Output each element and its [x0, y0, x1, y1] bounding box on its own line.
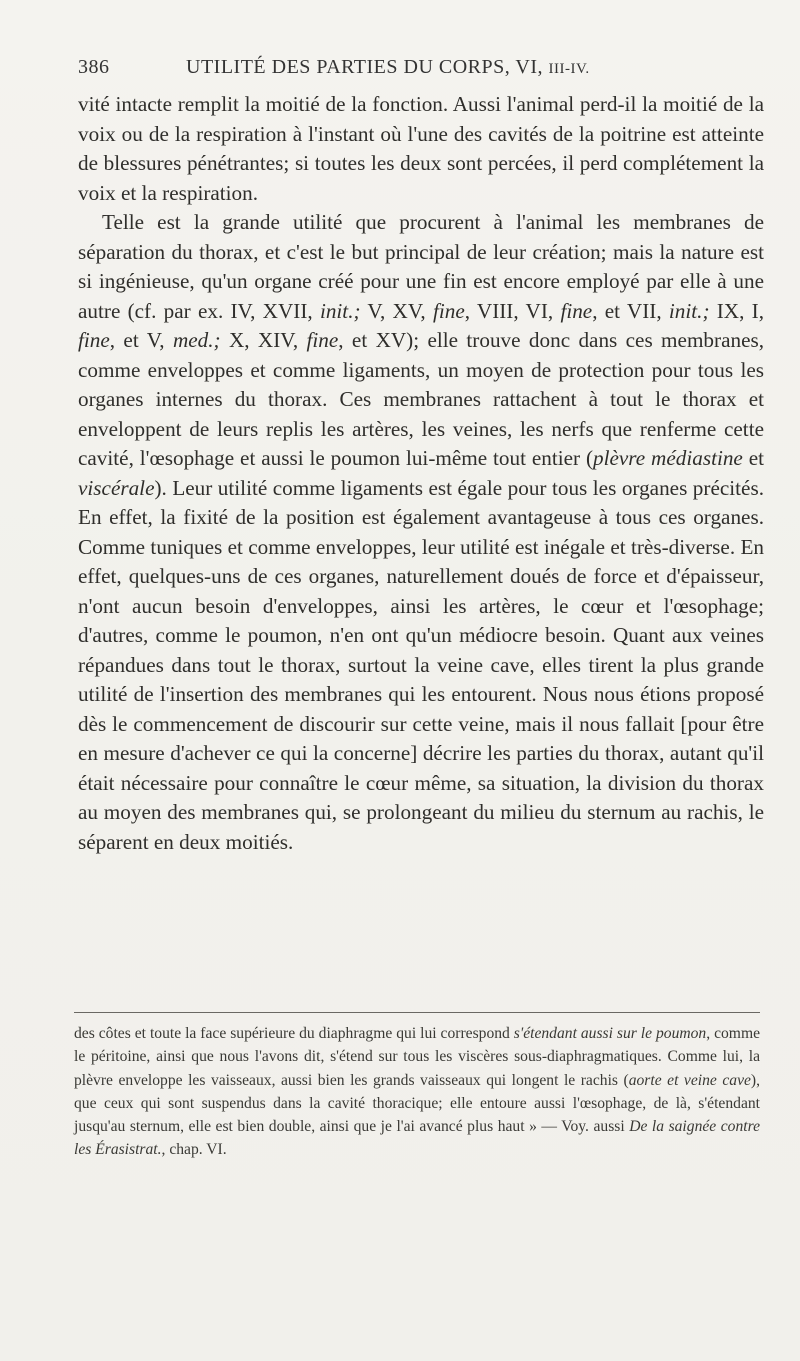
- paragraph-1: vité intacte remplit la moitié de la fonction. Aussi l'animal perd-il la moitié de la voix ou de la respiration à l'instant où l'une des cavités de la poitrine est atteinte de blessures pénétrantes; si toutes les deux sont percées, il perd complétement la voix et la respiration.: [78, 92, 764, 205]
- p2-italic-7: fine: [306, 328, 339, 352]
- running-title-main: UTILITÉ DES PARTIES DU CORPS, VI,: [186, 56, 549, 78]
- p2-italic-9: viscérale: [78, 475, 155, 500]
- p2-italic-5: fine: [78, 328, 110, 352]
- p2-text-f: , et V,: [109, 328, 173, 352]
- fn-text-a: des côtes et toute la face supérieure du diaphragme qui lui correspond: [74, 1025, 514, 1042]
- fn-text-c: ), que ceux qui sont suspendus dans la cavité thoracique; elle entoure aussi l'œsophage, de là, s'étendant jusqu'au sternum, elle est bien double, ainsi que je l'ai avancé plus haut » — Voy. aussi: [74, 1071, 761, 1136]
- page-header: [78, 56, 764, 82]
- running-title: [186, 56, 590, 79]
- page-number: 386: [78, 56, 110, 78]
- footnote-paragraph: [74, 1022, 760, 1162]
- p2-italic-3: fine: [560, 298, 593, 323]
- fn-italic-3: De la saignée contre les Érasistrat.: [74, 1118, 760, 1159]
- fn-italic-2: aorte et veine cave: [628, 1071, 751, 1089]
- p2-text-e: IX, I,: [709, 298, 765, 323]
- p2-text-d: , et VII,: [592, 298, 669, 323]
- p2-italic-4: init.;: [668, 298, 710, 323]
- p2-italic-6: med.;: [172, 328, 221, 352]
- footnote-divider: [74, 1012, 760, 1013]
- fn-text-b: , comme le péritoine, ainsi que nous l'avons dit, s'étend sur tous les viscères sous-diaphragmatiques. Comme lui, la plèvre enveloppe les vaisseaux, aussi bien les grands vaisseaux qui longent le rachis (: [74, 1025, 760, 1089]
- p2-text-h: , et XV); elle trouve donc dans ces membranes, comme enveloppes et comme ligaments, un moyen de protection pour tous les organes internes du thorax. Ces membranes rattachent à tout le thorax et enveloppent de leurs replis les artères, les veines, les nerfs que renferme cette cavité, l'œsophage et aussi le poumon lui-même tout entier (: [78, 328, 765, 470]
- p2-text-c: , VIII, VI,: [464, 298, 561, 323]
- fn-text-d: , chap. VI.: [161, 1141, 227, 1159]
- p2-italic-8: plèvre médiastine: [593, 446, 743, 470]
- p2-text-a: Telle est la grande utilité que procurent à l'animal les membranes de séparation du thorax, et c'est le but principal de leur création; mais la nature est si ingénieuse, qu'un organe créé pour une fin est encore employé par elle à une autre (cf. par ex. IV, XVII,: [78, 210, 764, 323]
- p2-text-i: et: [742, 446, 765, 470]
- p2-text-g: X, XIV,: [220, 328, 307, 352]
- footnote: [74, 1022, 760, 1162]
- running-title-small: III-IV.: [548, 61, 590, 77]
- paragraph-2: [78, 208, 764, 857]
- fn-italic-1: s'étendant aussi sur le poumon: [513, 1025, 707, 1042]
- p2-text-b: V, XV,: [360, 298, 433, 323]
- p2-text-j: ). Leur utilité comme ligaments est égale pour tous les organes précités. En effet, la fixité de la position est également avantageuse à tous ces organes. Comme tuniques et comme enveloppes, leur utilité est inégale et très-diverse. En effet, quelques-uns de ces organes, naturellement doués de force et d'épaisseur, n'ont aucun besoin d'enveloppes, ainsi les artères, le cœur et l'œsophage; d'autres, comme le poumon, n'en ont qu'un médiocre besoin. Quant aux veines répandues dans tout le thorax, surtout la veine cave, elles tirent la plus grande utilité de l'insertion des membranes qui les entourent. Nous nous étions proposé dès le commencement de discourir sur cette veine, mais il nous fallait [pour être en mesure d'achever ce qui la concerne] décrire les parties du thorax, autant qu'il était nécessaire pour connaître le cœur même, sa situation, la division du thorax au moyen des membranes qui, se prolongeant du milieu du sternum au rachis, le séparent en deux moitiés.: [78, 475, 764, 854]
- main-text: [78, 90, 764, 857]
- p2-italic-2: fine: [432, 298, 465, 323]
- p2-italic-1: init.;: [319, 298, 361, 323]
